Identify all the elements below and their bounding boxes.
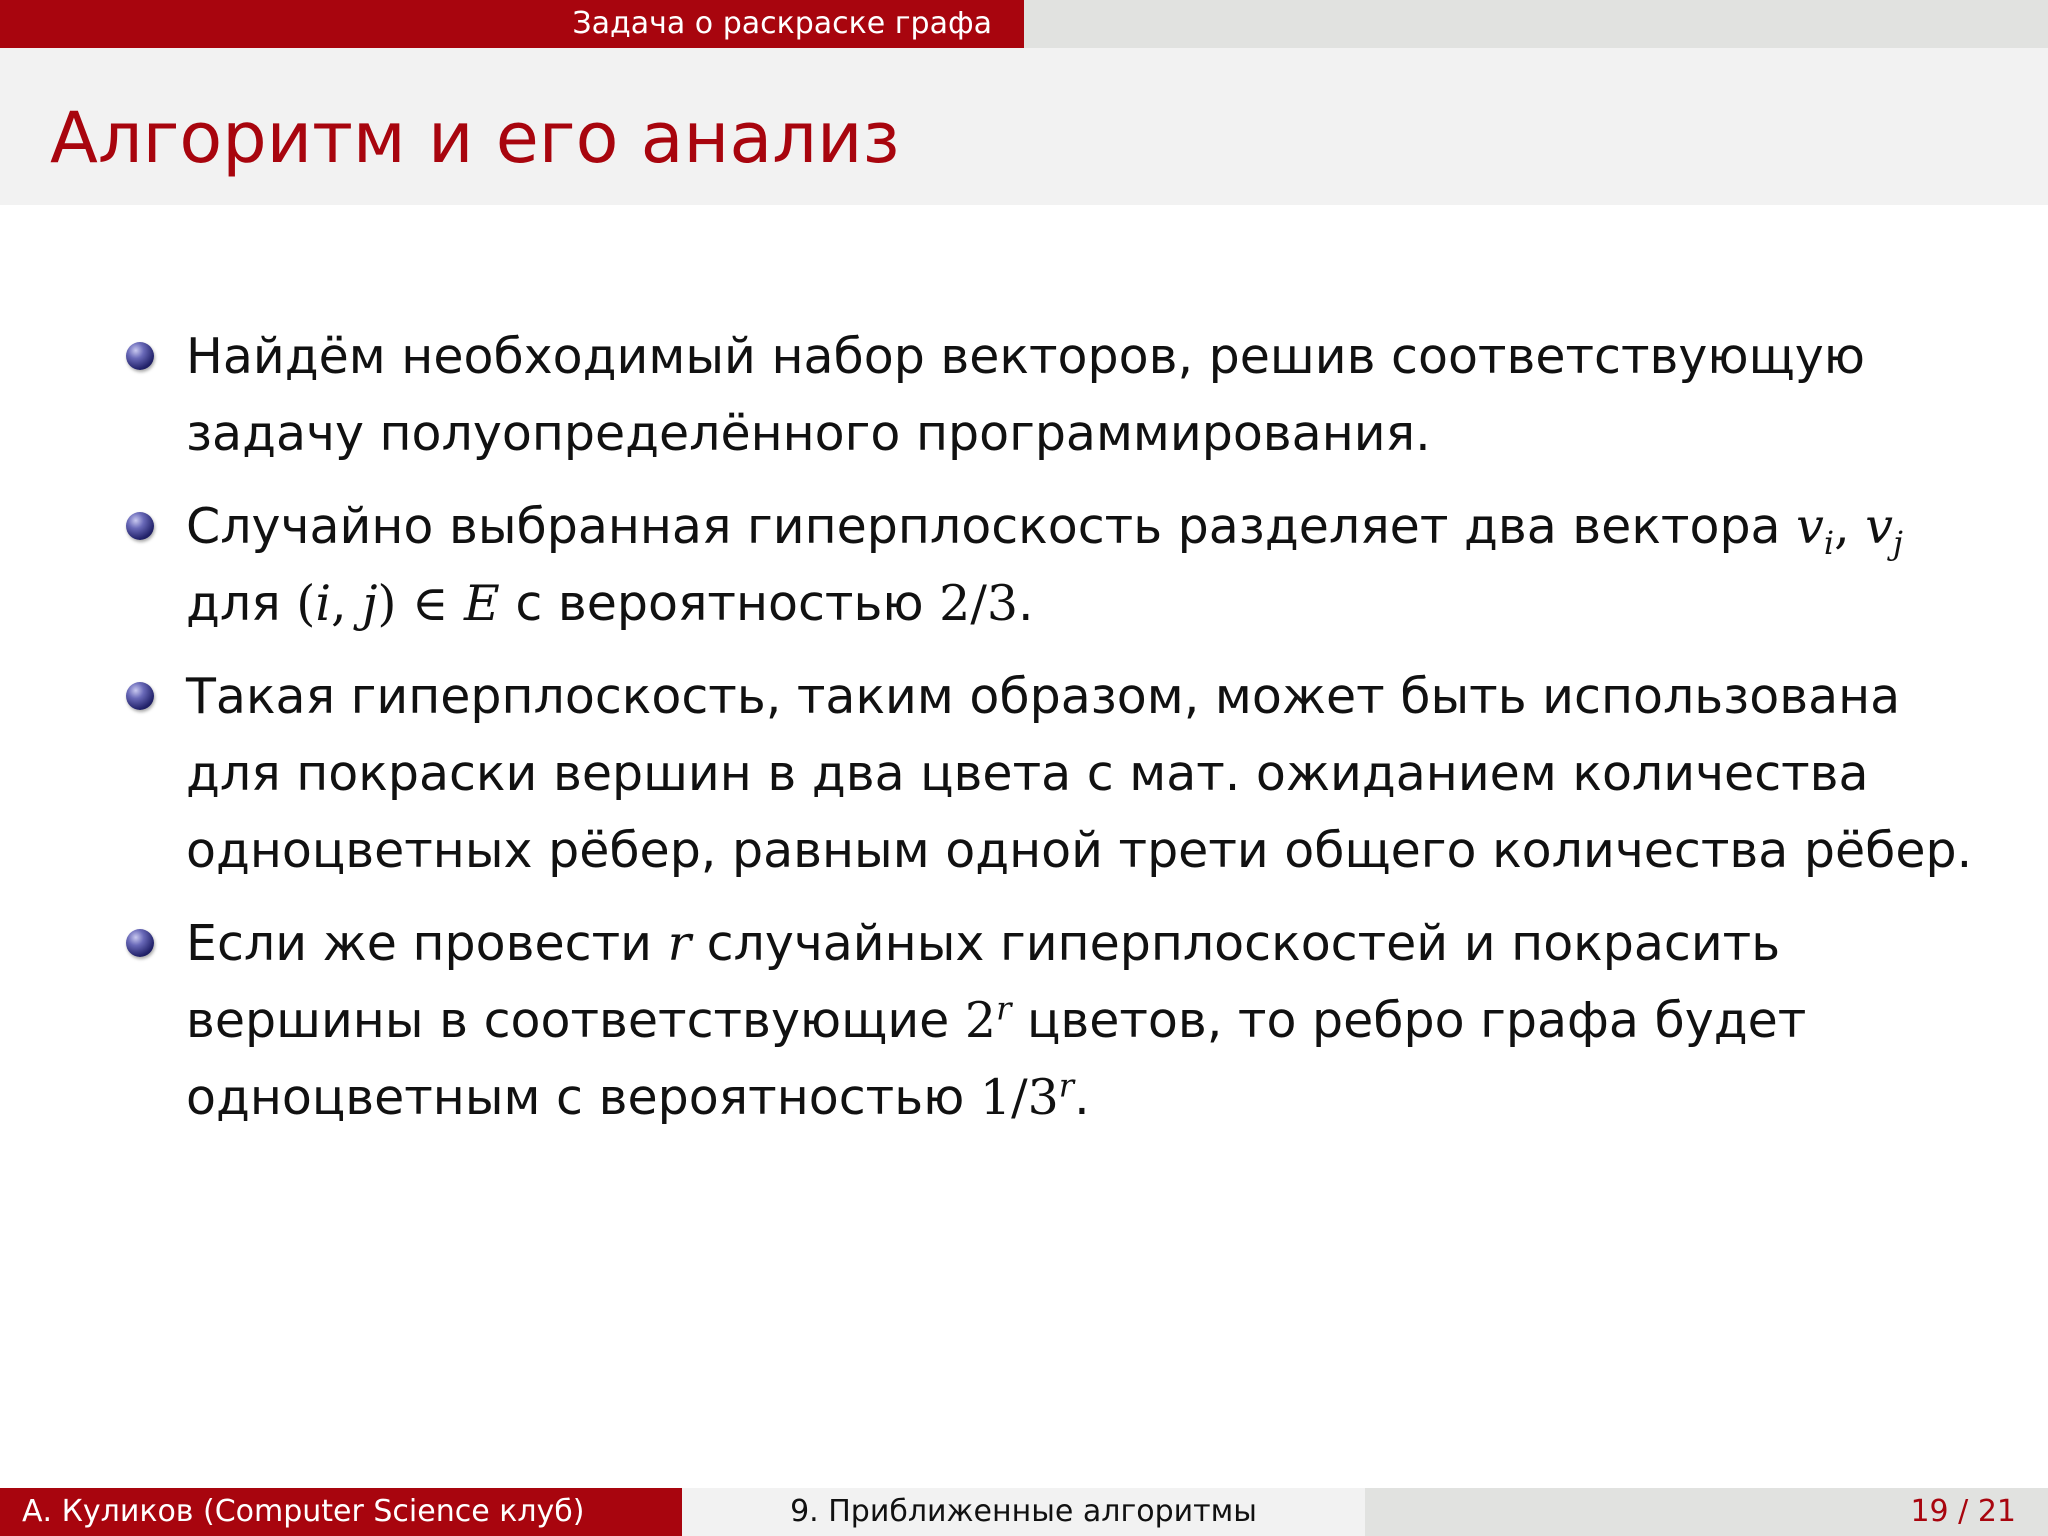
bullet-2-period: . — [1018, 575, 1034, 632]
bullet-4-text-b: случайных гиперплоскостей и покрасить — [691, 915, 1781, 972]
math-sub-i: i — [1823, 523, 1835, 562]
math-j: j — [362, 575, 378, 632]
title-band — [0, 48, 2048, 205]
bullet-2-prob-text: с вероятностью — [499, 575, 940, 632]
bullet-4-line-2 — [186, 982, 2048, 1059]
bullet-4-period: . — [1074, 1069, 1090, 1126]
math-sup-r: r — [1058, 1066, 1075, 1105]
section-tab[interactable]: Задача о раскраске графа — [0, 0, 1024, 48]
bullet-2-for: для — [186, 575, 297, 632]
bullet-item-4 — [0, 905, 2048, 1136]
math-i: i — [315, 575, 332, 632]
math-in: ∈ — [396, 575, 464, 632]
math-pair-comma: , — [331, 575, 363, 632]
frame-title: Алгоритм и его анализ — [50, 97, 900, 179]
bullet-item-2 — [0, 488, 2048, 642]
math-v: v — [1865, 498, 1893, 555]
bullet-ball-icon — [126, 342, 154, 370]
math-sup-r: r — [996, 989, 1012, 1028]
footer-page-number: 19 / 21 — [1365, 1488, 2048, 1536]
bullet-3-line-3: одноцветных рёбер, равным одной трети общего количества рёбер. — [186, 822, 1973, 879]
bullet-ball-icon — [126, 682, 154, 710]
bullet-2-text: Случайно выбранная гиперплоскость разделяет два вектора — [186, 498, 1797, 555]
math-frac: 1/3 — [979, 1069, 1059, 1126]
bullet-4-text-a: Если же провести — [186, 915, 668, 972]
math-paren-open: ( — [296, 575, 316, 632]
math-paren-close: ) — [377, 575, 397, 632]
bullet-1-line-2: задачу полуопределённого программирования. — [186, 405, 1431, 462]
footer — [0, 1488, 2048, 1536]
bullet-2-line-2 — [186, 565, 2048, 642]
math-comma: , — [1834, 498, 1866, 555]
bullet-4-text-e: одноцветным с вероятностью — [186, 1069, 980, 1126]
bullet-item-3 — [0, 658, 2048, 889]
bullet-4-line-3 — [186, 1059, 2048, 1136]
bullet-item-1 — [0, 318, 2048, 472]
bullet-3-line-2: для покраски вершин в два цвета с мат. ожиданием количества — [186, 745, 1869, 802]
footer-author[interactable]: А. Куликов (Computer Science клуб) — [0, 1488, 682, 1536]
bullet-1-line-1: Найдём необходимый набор векторов, решив соответствующую — [186, 328, 1866, 385]
header-bar — [0, 0, 2048, 48]
math-E: E — [463, 575, 500, 632]
math-v: v — [1796, 498, 1824, 555]
bullet-4-text-c: вершины в соответствующие — [186, 992, 965, 1049]
bullet-list — [0, 318, 2048, 1152]
bullet-4-text-d: цветов, то ребро графа будет — [1011, 992, 1807, 1049]
bullet-3-line-1: Такая гиперплоскость, таким образом, может быть использована — [186, 668, 1901, 725]
footer-lecture-title[interactable]: 9. Приближенные алгоритмы — [682, 1488, 1365, 1536]
math-r: r — [667, 915, 691, 972]
bullet-4-line-1 — [186, 905, 2048, 982]
math-prob: 2/3 — [939, 575, 1019, 632]
bullet-ball-icon — [126, 512, 154, 540]
bullet-ball-icon — [126, 929, 154, 957]
math-two: 2 — [964, 992, 997, 1049]
math-sub-j: j — [1892, 523, 1903, 562]
bullet-2-line-1 — [186, 488, 2048, 565]
